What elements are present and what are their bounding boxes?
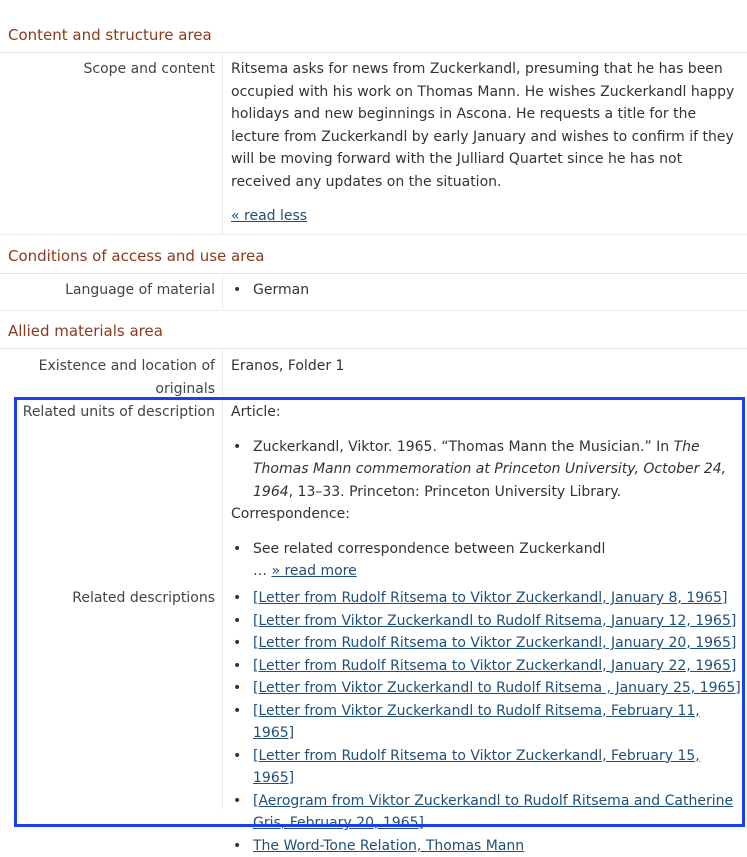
related-units-label: Related units of description	[23, 401, 215, 424]
related-description-item	[253, 835, 743, 857]
related-description-item	[253, 700, 743, 745]
scope-and-content-value	[231, 58, 743, 228]
correspondence-text: • See related correspondence between Zuckerkandl	[253, 538, 743, 561]
related-description-link[interactable]: [Letter from Rudolf Ritsema to Viktor Zuckerkandl, January 22, 1965]	[253, 658, 736, 674]
related-description-item	[253, 587, 743, 610]
related-description-link[interactable]: The Word-Tone Relation, Thomas Mann	[253, 838, 524, 854]
related-description-item	[253, 677, 743, 700]
row-divider	[0, 310, 747, 311]
column-divider	[222, 54, 223, 234]
related-description-link[interactable]: [Letter from Rudolf Ritsema to Viktor Zuckerkandl, February 15, 1965]	[253, 748, 700, 787]
article-heading: Article:	[231, 401, 743, 424]
language-of-material-label: Language of material	[65, 279, 215, 302]
related-description-item	[253, 655, 743, 678]
related-description-link[interactable]: [Letter from Rudolf Ritsema to Viktor Zuckerkandl, January 8, 1965]	[253, 590, 727, 606]
scope-and-content-label: Scope and content	[84, 58, 216, 81]
related-description-item	[253, 745, 743, 790]
top-strip	[0, 0, 747, 12]
existence-location-originals-label	[39, 355, 215, 400]
scope-and-content-text: Ritsema asks for news from Zuckerkandl, presuming that he has been occupied with his work on Thomas Mann. He wishes Zuckerkandl happy holidays and new beginnings in Ascona. He requests a title for the lecture from Zuckerkandl by early January and wishes to confirm if they will be moving forward with the Julliard Quartet since he has not received any updates on the situation.	[231, 58, 736, 193]
section-header-allied-materials: Allied materials area	[0, 318, 747, 349]
related-description-link[interactable]: [Letter from Viktor Zuckerkandl to Rudolf Ritsema , January 25, 1965]	[253, 680, 741, 696]
related-description-item	[253, 790, 743, 835]
language-item: • German	[253, 279, 743, 302]
related-descriptions-value	[231, 587, 743, 857]
row-divider	[0, 234, 747, 235]
column-divider	[222, 350, 223, 809]
related-descriptions-label: Related descriptions	[72, 587, 215, 610]
related-description-link[interactable]: [Letter from Viktor Zuckerkandl to Rudolf Ritsema, January 12, 1965]	[253, 613, 736, 629]
language-of-material-value	[231, 279, 743, 302]
related-units-value	[231, 401, 743, 583]
related-description-link[interactable]: [Letter from Viktor Zuckerkandl to Rudolf Ritsema, February 11, 1965]	[253, 703, 700, 742]
correspondence-heading: Correspondence:	[231, 503, 743, 526]
related-description-link[interactable]: [Letter from Rudolf Ritsema to Viktor Zuckerkandl, January 20, 1965]	[253, 635, 736, 651]
section-header-conditions: Conditions of access and use area	[0, 243, 747, 274]
originals-label-line1: Existence and location of	[39, 355, 215, 378]
article-citation	[253, 436, 743, 504]
read-more-link[interactable]: » read more	[271, 563, 356, 579]
originals-label-line2: originals	[39, 378, 215, 401]
existence-location-originals-value: Eranos, Folder 1	[231, 355, 743, 378]
section-header-content-structure: Content and structure area	[0, 22, 747, 53]
read-less-link[interactable]: « read less	[231, 208, 307, 224]
related-description-item	[253, 632, 743, 655]
correspondence-item	[253, 538, 743, 583]
ellipsis: …	[253, 563, 271, 579]
article-citation-part1: Zuckerkandl, Viktor. 1965. “Thomas Mann the Musician.” In	[253, 439, 674, 455]
article-citation-title: The Thomas Mann commemoration at Princeton University, October 24, 1964	[253, 439, 726, 500]
related-description-item	[253, 610, 743, 633]
related-description-link[interactable]: [Aerogram from Viktor Zuckerkandl to Rudolf Ritsema and Catherine Gris, February 20, 1965]	[253, 793, 733, 832]
column-divider	[222, 274, 223, 310]
article-citation-part2: , 13–33. Princeton: Princeton University Library.	[289, 484, 621, 500]
